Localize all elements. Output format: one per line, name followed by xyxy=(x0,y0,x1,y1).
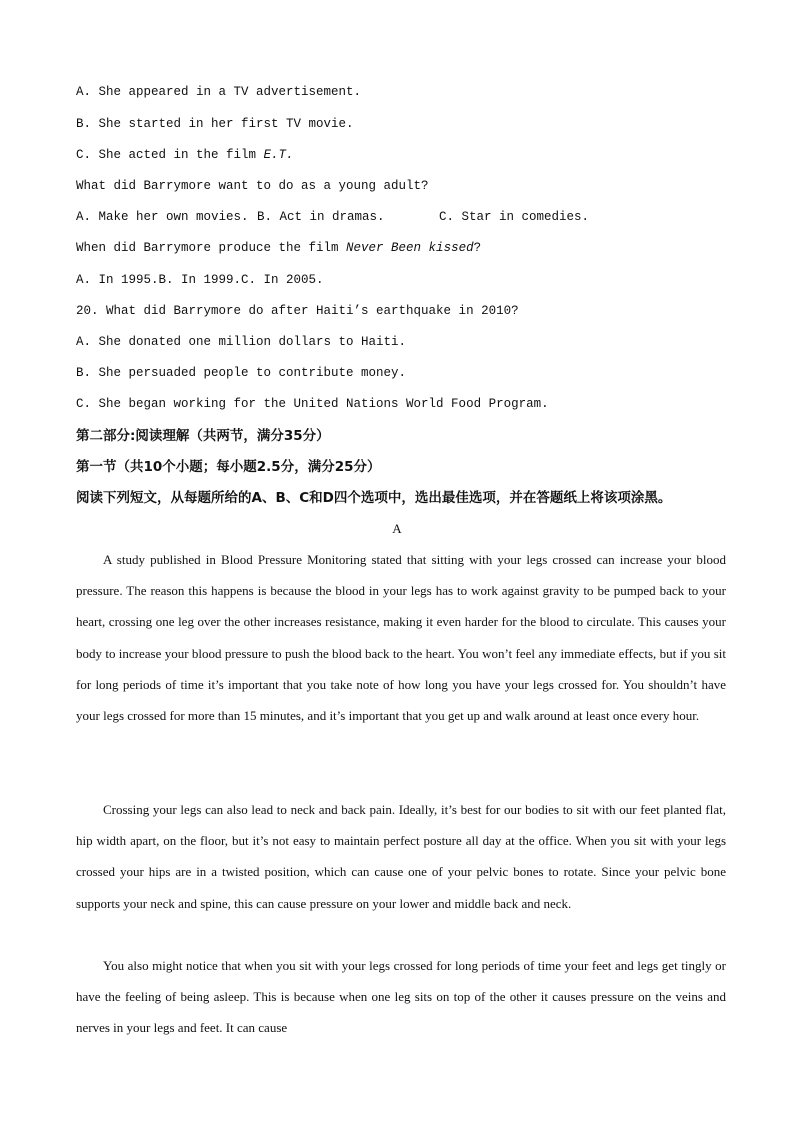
passage-label: A xyxy=(392,521,402,536)
question-19-stem xyxy=(76,240,481,256)
q18-option-c: C. Star in comedies. xyxy=(439,210,590,224)
option-a-prev: A. She appeared in a TV advertisement. xyxy=(76,85,362,99)
passage-paragraph-3: You also might notice that when you sit with your legs crossed for long periods of time your feet and legs get tingly or have the feeling of being asleep. This is because when one leg sits on top of the other it causes pressure on the veins and nerves in your legs and feet. It can cause xyxy=(76,958,726,1036)
film-title-et: E.T. xyxy=(263,148,294,162)
film-title-never-been-kissed: Never Been kissed xyxy=(346,241,474,255)
question-19-options xyxy=(76,272,324,288)
q19-option-c: C. In 2005. xyxy=(241,273,324,287)
question-18-options xyxy=(76,209,589,225)
question-18-stem: What did Barrymore want to do as a young adult? xyxy=(76,179,429,193)
q19-option-a: A. In 1995. xyxy=(76,273,159,287)
option-c-prev xyxy=(76,147,294,163)
q20-option-b: B. She persuaded people to contribute money. xyxy=(76,366,407,380)
q18-option-b: B. Act in dramas. xyxy=(257,210,385,224)
option-c-prev-text: C. She acted in the film xyxy=(76,148,264,162)
reading-instruction: 阅读下列短文，从每题所给的A、B、C和D四个选项中，选出最佳选项，并在答题纸上将该项涂黑。 xyxy=(76,490,672,506)
q19-option-b: B. In 1999. xyxy=(158,273,242,287)
part-heading: 第二部分:阅读理解（共两节，满分35分） xyxy=(76,428,330,444)
q19-stem-text: When did Barrymore produce the film xyxy=(76,241,347,255)
passage-paragraph-2: Crossing your legs can also lead to neck and back pain. Ideally, it’s best for our bodies to sit with our feet planted flat, hip width apart, on the floor, but it’s not easy to maintain perfect posture all day at the office. When you sit with your legs crossed your hips are in a twisted position, which can cause one of your pelvic bones to rotate. Since your pelvic bone supports your neck and spine, this can cause pressure on your lower and middle back and neck. xyxy=(76,802,726,911)
q18-option-a: A. Make her own movies. xyxy=(76,210,249,224)
section-subheading: 第一节（共10个小题；每小题2.5分，满分25分） xyxy=(76,459,381,475)
q20-option-a: A. She donated one million dollars to Haiti. xyxy=(76,335,407,349)
passage-paragraph-1: A study published in Blood Pressure Monitoring stated that sitting with your legs crossed can increase your blood pressure. The reason this happens is because the blood in your legs has to work against gravity to be pumped back to your heart, crossing one leg over the other increases resistance, making it even harder for the blood to circulate. This causes your body to increase your blood pressure to push the blood back to the heart. You won’t feel any immediate effects, but if you sit for long periods of time it’s important that you take note of how long you have your legs crossed for. You shouldn’t have your legs crossed for more than 15 minutes, and it’s important that you get up and walk around at least once every hour. xyxy=(76,552,726,724)
question-20-stem: 20. What did Barrymore do after Haiti’s earthquake in 2010? xyxy=(76,304,519,318)
q20-option-c: C. She began working for the United Nations World Food Program. xyxy=(76,397,549,411)
q19-stem-suffix: ? xyxy=(473,241,482,255)
option-b-prev: B. She started in her first TV movie. xyxy=(76,117,354,131)
